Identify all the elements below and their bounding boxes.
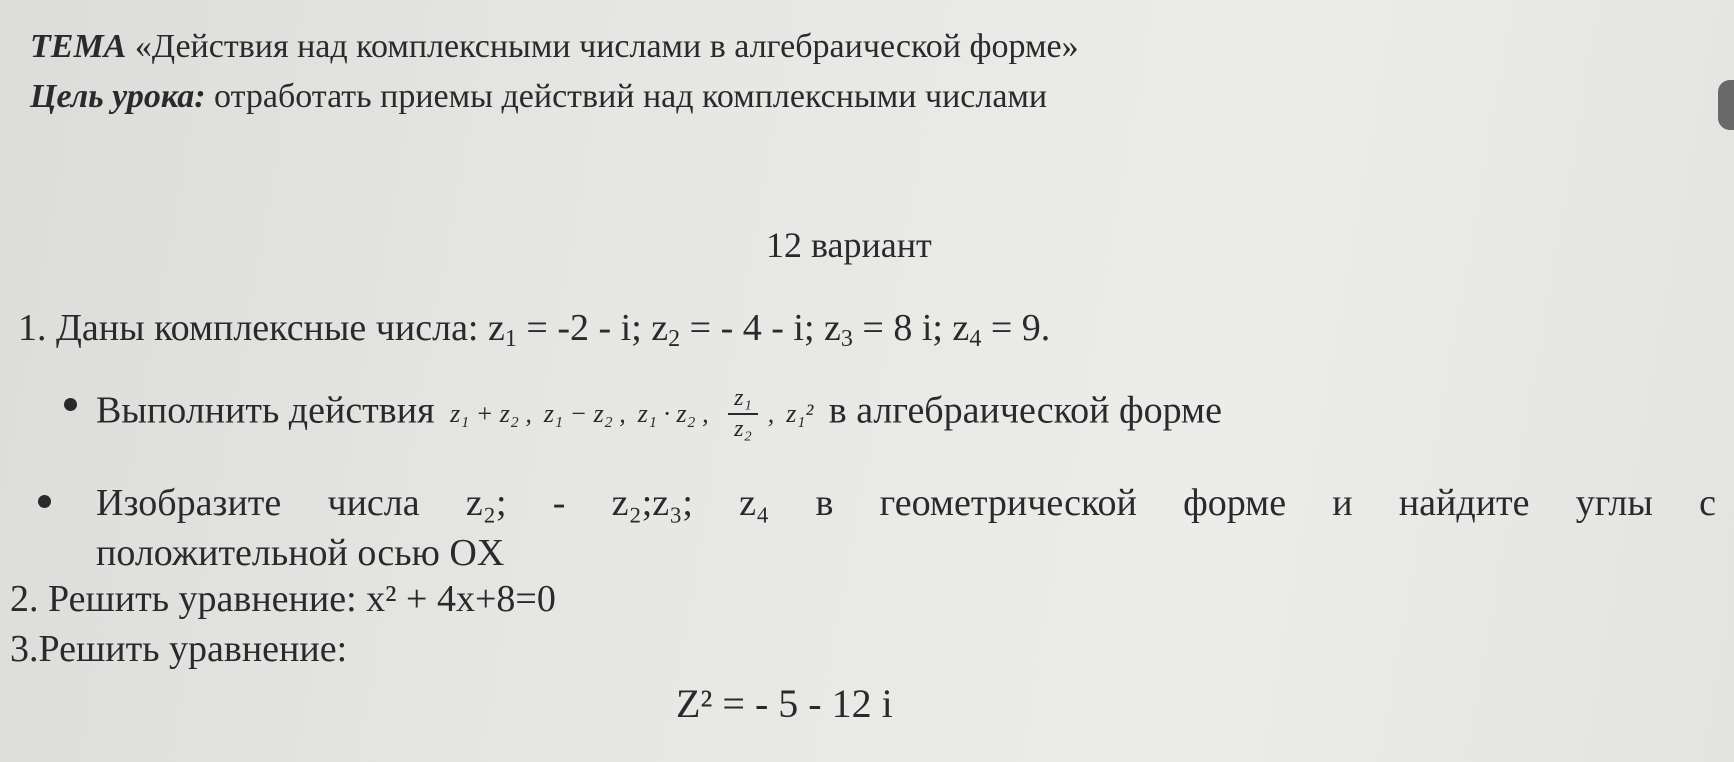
bullet-icon xyxy=(64,398,77,411)
topic-label: ТЕМА xyxy=(30,28,127,65)
z4-value: 9. xyxy=(1021,307,1051,349)
task2-line xyxy=(10,577,556,621)
bullet-icon xyxy=(38,495,51,508)
page-edge-shadow xyxy=(1718,80,1734,130)
z3-value: 8 i xyxy=(893,307,933,349)
op-prod: z₁ · z₂ , xyxy=(637,398,709,428)
op-fraction xyxy=(728,384,758,444)
task2-equation: x² + 4x+8=0 xyxy=(366,578,556,620)
bullet1-line: Выполнить действия z₁ + z₂ , z₁ − z₂ , z₁ · z₂ , $\frac{\text{z₁}}{\text{z₂}}$ , z₁² в алгебраической форме xyxy=(96,385,1222,442)
goal-label: Цель урока: xyxy=(30,78,206,115)
goal-line xyxy=(30,78,1047,116)
task1-intro: Даны комплексные числа: xyxy=(56,307,479,349)
bullet2-block xyxy=(96,478,1716,578)
op-diff: z₁ − z₂ , xyxy=(543,398,626,428)
task2-text: 2. Решить уравнение: xyxy=(10,578,357,620)
topic-line xyxy=(30,28,1079,66)
variant-heading: 12 вариант xyxy=(766,225,932,265)
bullet1-text: Выполнить действия xyxy=(96,389,435,432)
op-square: z₁² xyxy=(786,398,814,428)
topic-text: «Действия над комплексными числами в алгебраической форме» xyxy=(134,28,1079,65)
goal-text: отработать приемы действий над комплексными числами xyxy=(214,78,1048,115)
task3-equation: Z² = - 5 - 12 i xyxy=(676,681,893,726)
z2-value: - 4 - i xyxy=(720,307,804,349)
task1-number: 1. xyxy=(18,307,47,349)
bullet1-suffix: в алгебраической форме xyxy=(828,389,1222,432)
task3-line: 3.Решить уравнение: xyxy=(10,628,348,670)
z1-value: -2 - i xyxy=(557,307,632,349)
fraction-denominator: z₂ xyxy=(734,415,752,442)
task1-line: 1. Даны комплексные числа: z1 = -2 - i; z2 = - 4 - i; z3 = 8 i; z4 = 9. xyxy=(18,307,1051,352)
bullet2-line1: Изобразите числа z₂; - z₂;z₃; z₄ в геометрической форме и найдите углы с xyxy=(96,482,1716,524)
bullet2-line2: положительной осью OX xyxy=(96,532,505,574)
fraction-numerator: z₁ xyxy=(728,384,758,415)
op-sum: z₁ + z₂ , xyxy=(450,398,532,428)
